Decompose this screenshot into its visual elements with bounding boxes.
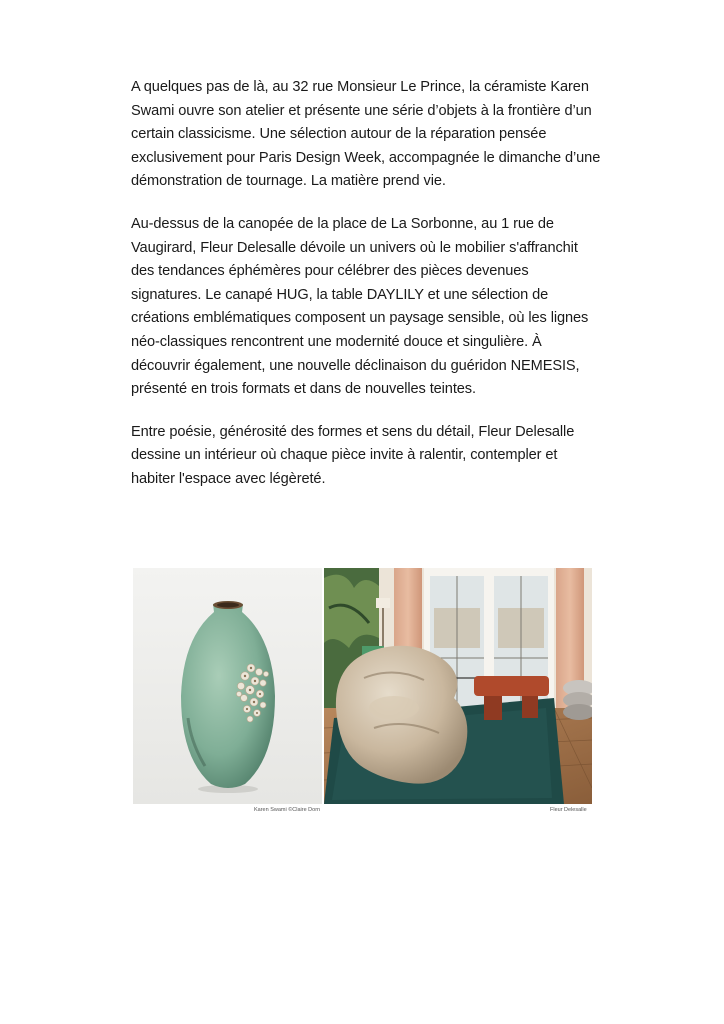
paragraph-conclusion: Entre poésie, générosité des formes et sens du détail, Fleur Delesalle dessine un intérieur où chaque pièce invite à ralentir, contempler et habiter l'espace avec légèreté.: [131, 423, 575, 487]
living-room-image: [324, 568, 592, 804]
paragraph-fleur-delesalle: Au-dessus de la canopée de la place de La Sorbonne, au 1 rue de Vaugirard, Fleur Delesalle dévoile un univers où le mobilier s'affranchit des tendances éphémères pour célébrer des pièces devenues signatures. Le canapé HUG, la table DAYLILY et une sélection de créations emblématiques composent un paysage sensible, où les lignes néo-classiques rencontrent une modernité douce et singulière. À découvrir également, une nouvelle déclinaison du guéridon NEMESIS, présenté en trois formats et dans de nouvelles teintes.: [131, 215, 589, 398]
interior-photo-caption: Fleur Delesalle: [550, 807, 587, 813]
vase-photo: [133, 568, 322, 804]
vase-photo-caption: Karen Swami ©Claire Dorn: [254, 807, 321, 813]
article-body: [131, 76, 601, 511]
photo-gallery: [133, 568, 592, 804]
ceramic-vase-image: [133, 568, 322, 804]
interior-photo: [324, 568, 592, 804]
paragraph-karen-swami: A quelques pas de là, au 32 rue Monsieur Le Prince, la céramiste Karen Swami ouvre son atelier et présente une série d’objets à la frontière d’un certain classicisme. Une sélection autour de la réparation pensée exclusivement pour Paris Design Week, accompagnée le dimanche d’une démonstration de tournage. La matière prend vie.: [131, 79, 601, 190]
